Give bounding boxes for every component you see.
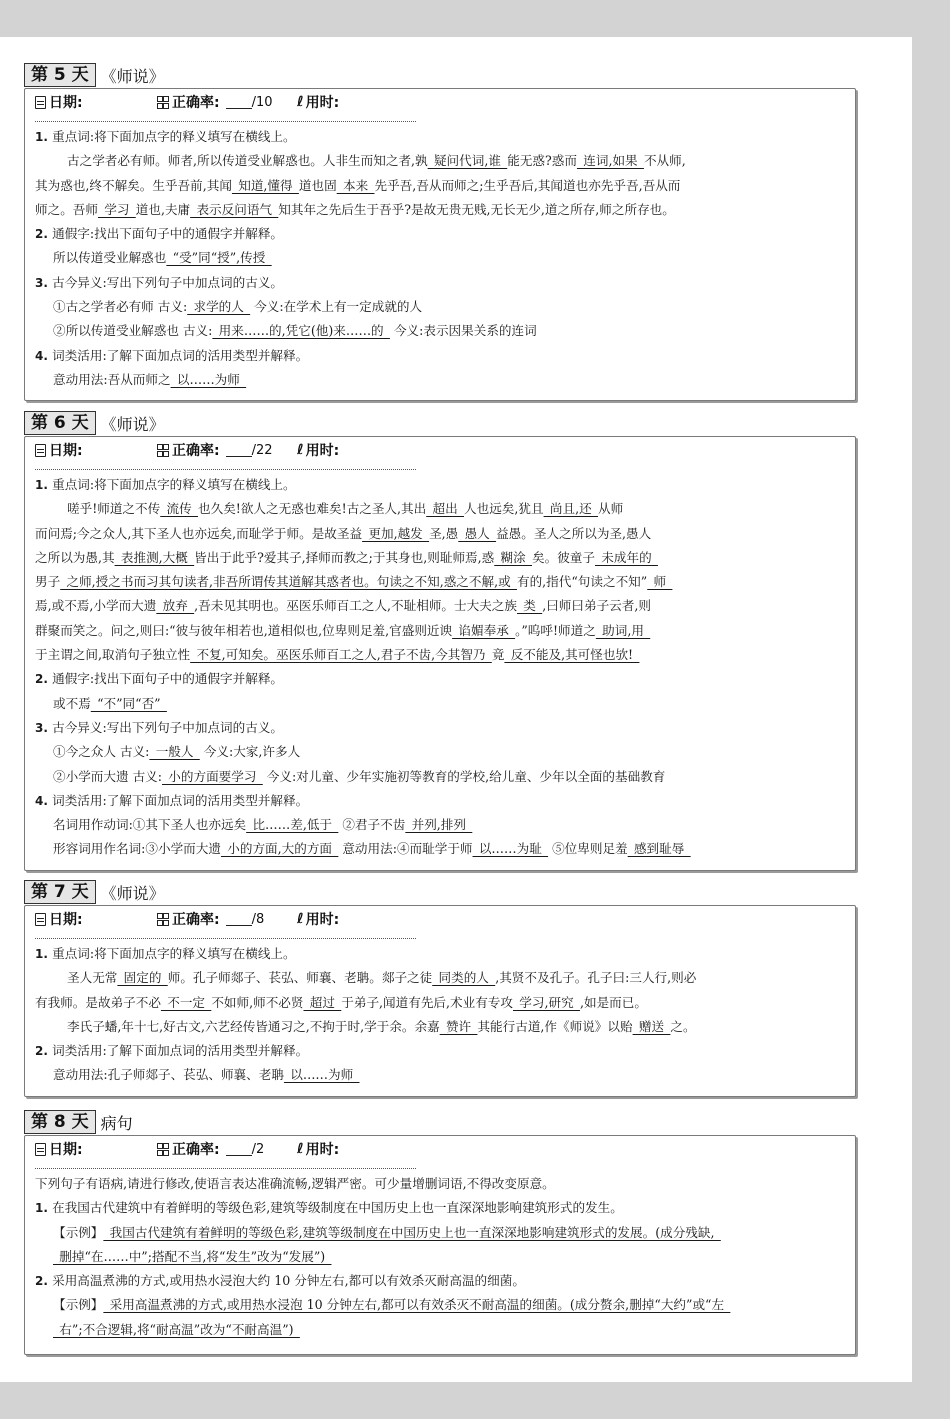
time-label: 用时: — [305, 912, 340, 928]
question-text: ②君子不齿 — [338, 817, 406, 833]
question-number: 1. — [35, 947, 53, 961]
answer-blank: 本来 — [336, 177, 375, 193]
answer-blank: 以……为师 — [283, 1067, 360, 1083]
answer-blank: 以……为耻 — [472, 841, 549, 857]
exercise-box — [24, 1135, 856, 1355]
text-line — [35, 522, 847, 546]
accuracy-total: /22 — [251, 442, 273, 458]
exercise-content — [35, 1172, 847, 1342]
question-text: 。”呜呼!师道之 — [515, 622, 596, 638]
text-line — [35, 149, 847, 173]
question-number: 3. — [35, 720, 53, 735]
question-text: 焉,或不焉,小学而大遗 — [35, 598, 157, 614]
exercise-content — [35, 473, 847, 862]
question-number: 2. — [35, 1274, 53, 1289]
question-text: 重点词:将下面加点字的释义填写在横线上。 — [52, 477, 296, 492]
text-line — [35, 667, 847, 691]
question-text: 道也,夫庸 — [135, 201, 191, 217]
answer-blank: 同类的人 — [432, 970, 496, 986]
question-text: 古今异义:写出下列句子中加点词的古义。 — [52, 719, 284, 735]
grid-icon — [157, 913, 168, 926]
text-line — [35, 1318, 847, 1342]
time-label: 用时: — [305, 95, 340, 111]
accuracy-total: /10 — [251, 94, 273, 110]
question-text: 李氏子蟠,年十七,好古文,六艺经传皆通习之,不拘于时,学于余。余嘉 — [67, 1018, 440, 1034]
question-number: 2. — [35, 1044, 53, 1059]
question-text: 先乎吾,吾从而师之;生乎吾后,其闻道也亦先乎吾,吾从而 — [374, 177, 681, 193]
text-line — [35, 344, 847, 368]
question-text: 师。孔子师郯子、苌弘、师襄、老聃。郯子之徒 — [167, 970, 433, 986]
text-line — [35, 1015, 847, 1039]
text-line — [35, 1063, 847, 1087]
answer-blank: 师 — [647, 574, 673, 590]
answer-blank: 并列,排列 — [405, 817, 473, 833]
text-line — [35, 222, 847, 246]
question-text: 嗟乎!师道之不传 — [67, 501, 161, 517]
answer-blank: 尚且,还 — [543, 501, 598, 517]
answer-blank: 疑问代词,谁 — [427, 153, 508, 169]
answer-blank: 不复,可知矣。巫医乐师百工之人,君子不齿,今其智乃 — [190, 647, 492, 663]
answer-blank: 我国古代建筑有着鲜明的等级色彩,建筑等级制度在中国历史上也一直深深地影响建筑形式的发展。(成分残缺, — [103, 1224, 721, 1240]
answer-blank: 右”;不合逻辑,将“耐高温”改为“不耐高温”) — [53, 1321, 300, 1337]
day-title: 病句 — [100, 1113, 133, 1133]
text-line — [35, 740, 847, 764]
accuracy-label: 正确率: — [172, 443, 220, 459]
question-number: 1. — [35, 130, 53, 144]
pen-icon: ℓ — [297, 442, 304, 458]
text-line — [35, 765, 847, 789]
question-text: ②所以传道受业解惑也 古义: — [53, 323, 213, 339]
day-header — [24, 411, 165, 435]
day-tag: 第 8 天 — [24, 1110, 96, 1134]
answer-blank: 感到耻辱 — [627, 841, 691, 857]
question-text: 今义:对儿童、少年实施初等教育的学校,给儿童、少年以全面的基础教育 — [262, 768, 666, 784]
question-text: 师之。吾师 — [35, 201, 98, 217]
question-text: 人也远矣,犹且 — [464, 501, 544, 517]
text-line — [35, 1221, 847, 1245]
time-label: 用时: — [305, 1142, 340, 1158]
question-text: 名词用作动词:①其下圣人也亦远矣 — [53, 817, 247, 833]
pen-icon: ℓ — [297, 1141, 304, 1157]
question-number: 3. — [35, 275, 53, 290]
question-text: ②小学而大遗 古义: — [53, 768, 162, 784]
day-header — [24, 1110, 133, 1134]
answer-blank: “不”同“否” — [90, 695, 167, 711]
question-text: 重点词:将下面加点字的释义填写在横线上。 — [52, 946, 296, 961]
answer-blank: 用来……的,凭它(他)来……的 — [212, 323, 390, 339]
dotted-divider — [35, 469, 416, 470]
question-text: 于弟子,闻道有先后,术业有专攻 — [341, 994, 513, 1010]
question-text: 古今异义:写出下列句子中加点词的古义。 — [52, 274, 284, 290]
date-label: 日期: — [49, 912, 83, 928]
question-text: 或不焉 — [53, 695, 91, 711]
question-text: 从师 — [597, 501, 624, 517]
answer-blank: 未成年的 — [594, 549, 658, 565]
accuracy-label: 正确率: — [172, 95, 220, 111]
question-text: 其为惑也,终不解矣。生乎吾前,其闻 — [35, 177, 232, 193]
question-text: 今义:大家,许多人 — [199, 744, 301, 760]
answer-blank: 学习,研究 — [513, 994, 580, 1010]
text-line — [35, 368, 847, 392]
grid-icon — [157, 96, 168, 109]
text-line — [35, 1293, 847, 1317]
answer-blank: 超过 — [303, 994, 342, 1010]
accuracy-blank — [226, 96, 252, 109]
question-text: 采用高温煮沸的方式,或用热水浸泡大约 10 分钟左右,都可以有效杀灭耐高温的细菌。 — [52, 1273, 525, 1289]
record-bar — [25, 906, 855, 928]
answer-blank: 愚人 — [458, 525, 497, 541]
question-text: 词类活用:了解下面加点词的活用类型并解释。 — [52, 792, 309, 808]
accuracy-total: /8 — [251, 911, 265, 927]
question-text: 而问焉;今之众人,其下圣人也亦远矣,而耻学于师。是故圣益 — [35, 525, 363, 541]
answer-blank: 放弃 — [156, 598, 195, 614]
document-icon — [35, 96, 46, 109]
question-text: 重点词:将下面加点字的释义填写在横线上。 — [52, 129, 296, 144]
dotted-divider — [35, 121, 416, 122]
pen-icon: ℓ — [297, 94, 304, 110]
question-text: 所以传道受业解惑也 — [53, 250, 167, 266]
pen-icon: ℓ — [297, 911, 304, 927]
question-text: 群聚而笑之。问之,则曰:“彼与彼年相若也,道相似也,位卑则足羞,官盛则近谀 — [35, 622, 453, 638]
question-text: 不从师, — [643, 153, 686, 169]
text-line — [35, 473, 847, 497]
exercise-box — [24, 436, 856, 871]
question-text: 今义:在学术上有一定成就的人 — [250, 299, 423, 315]
accuracy-blank — [226, 913, 252, 926]
exercise-box — [24, 905, 856, 1097]
date-label: 日期: — [49, 95, 83, 111]
question-number: 1. — [35, 1201, 53, 1216]
question-text: 能无惑?惑而 — [507, 153, 577, 169]
text-line — [35, 271, 847, 295]
answer-blank: 删掉“在……中”;搭配不当,将“发生”改为“发展”) — [53, 1248, 332, 1264]
answer-blank: 求学的人 — [187, 299, 251, 315]
text-line — [35, 813, 847, 837]
question-text: 意动用法:吾从而师之 — [53, 371, 171, 387]
question-number: 2. — [35, 672, 53, 687]
record-bar — [25, 437, 855, 459]
question-text: 古之学者必有师。师者,所以传道受业解惑也。人非生而知之者,孰 — [67, 153, 428, 169]
answer-blank: 谄媚奉承 — [452, 622, 516, 638]
answer-blank: 学习 — [97, 201, 136, 217]
question-text: 矣。彼童子 — [532, 549, 595, 565]
question-text: ,吾未见其明也。巫医乐师百工之人,不耻相师。士大夫之族 — [194, 598, 517, 614]
answer-blank: 表推测,大概 — [114, 549, 195, 565]
question-text: 【示例】 — [53, 1224, 104, 1240]
answer-blank: 以……为师 — [170, 371, 247, 387]
answer-blank: 小的方面要学习 — [162, 768, 263, 784]
text-line — [35, 546, 847, 570]
worksheet-page — [0, 37, 912, 1382]
text-line — [35, 966, 847, 990]
answer-blank: “受”同“授”,传授 — [166, 250, 272, 266]
question-number: 4. — [35, 348, 53, 363]
question-text: 知其年之先后生于吾乎?是故无贵无贱,无长无少,道之所存,师之所存也。 — [278, 201, 675, 217]
question-text: 道也固 — [298, 177, 337, 193]
question-text: 【示例】 — [53, 1297, 104, 1313]
question-text: 之。 — [670, 1018, 696, 1034]
question-text: 词类活用:了解下面加点词的活用类型并解释。 — [52, 1043, 309, 1059]
day-tag: 第 6 天 — [24, 411, 96, 435]
answer-blank: 连词,如果 — [576, 153, 644, 169]
document-icon — [35, 913, 46, 926]
answer-blank: 反不能及,其可怪也欤! — [504, 647, 640, 663]
date-label: 日期: — [49, 443, 83, 459]
document-icon — [35, 1143, 46, 1156]
answer-blank: 助词,用 — [595, 622, 651, 638]
question-text: 有的,指代“句读之不知” — [516, 574, 648, 590]
question-text: 通假字:找出下面句子中的通假字并解释。 — [52, 226, 284, 242]
text-line — [35, 594, 847, 618]
grid-icon — [157, 444, 168, 457]
text-line — [35, 319, 847, 343]
accuracy-total: /2 — [251, 1141, 265, 1157]
day-title: 《师说》 — [100, 883, 165, 903]
answer-blank: 采用高温煮沸的方式,或用热水浸泡 10 分钟左右,都可以有效杀灭不耐高温的细菌。(成分赘余,删掉“大约”或“左 — [103, 1297, 731, 1313]
text-line — [35, 716, 847, 740]
question-text: 下列句子有语病,请进行修改,使语言表达准确流畅,逻辑严密。可少量增删词语,不得改变原意。 — [35, 1176, 555, 1191]
question-text: 益愚。圣人之所以为圣,愚人 — [496, 525, 652, 541]
exercise-box — [24, 88, 856, 401]
record-bar — [25, 1136, 855, 1158]
question-text: 于主谓之间,取消句子独立性 — [35, 647, 191, 663]
question-text: ,其贤不及孔子。孔子曰:三人行,则必 — [495, 970, 697, 986]
question-text: 有我师。是故弟子不必 — [35, 994, 161, 1010]
text-line — [35, 1269, 847, 1293]
text-line — [35, 174, 847, 198]
text-line — [35, 643, 847, 667]
text-line — [35, 619, 847, 643]
record-bar — [25, 89, 855, 111]
question-text: 竟 — [491, 647, 505, 663]
day-title: 《师说》 — [100, 66, 165, 86]
day-tag: 第 7 天 — [24, 880, 96, 904]
question-text: 意动用法:孔子师郯子、苌弘、师襄、老聃 — [53, 1067, 284, 1083]
question-text: 今义:表示因果关系的连词 — [389, 323, 537, 339]
question-text: 形容词用作名词:③小学而大遗 — [53, 841, 221, 857]
question-text: 也久矣!欲人之无惑也难矣!古之圣人,其出 — [198, 501, 427, 517]
answer-blank: 超出 — [426, 501, 464, 517]
accuracy-label: 正确率: — [172, 912, 220, 928]
question-text: 圣人无常 — [67, 970, 118, 986]
day-header — [24, 63, 165, 87]
answer-blank: 固定的 — [117, 970, 168, 986]
answer-blank: 一般人 — [149, 744, 200, 760]
question-text: 意动用法:④而耻学于师 — [338, 841, 473, 857]
day-header — [24, 880, 165, 904]
question-text: ,如是而已。 — [579, 994, 647, 1010]
accuracy-label: 正确率: — [172, 1142, 220, 1158]
accuracy-blank — [226, 1143, 252, 1156]
answer-blank: 赠送 — [632, 1018, 671, 1034]
accuracy-blank — [226, 444, 252, 457]
dotted-divider — [35, 938, 416, 939]
answer-blank: 小的方面,大的方面 — [220, 841, 339, 857]
text-line — [35, 837, 847, 861]
text-line — [35, 1039, 847, 1063]
day-tag: 第 5 天 — [24, 63, 96, 87]
question-text: ,曰师曰弟子云者,则 — [542, 598, 651, 614]
question-text: 不如师,师不必贤 — [211, 994, 304, 1010]
question-text: 通假字:找出下面句子中的通假字并解释。 — [52, 671, 284, 687]
question-text: 词类活用:了解下面加点词的活用类型并解释。 — [52, 347, 309, 363]
answer-blank: 之师,授之书而习其句读者,非吾所谓传其道解其惑者也。句读之不知,惑之不解,或 — [60, 574, 517, 590]
question-text: 圣,愚 — [429, 525, 459, 541]
text-line — [35, 1245, 847, 1269]
answer-blank: 赞许 — [439, 1018, 478, 1034]
answer-blank: 类 — [517, 598, 543, 614]
question-text: 之所以为愚,其 — [35, 549, 115, 565]
answer-blank: 表示反问语气 — [190, 201, 279, 217]
text-line — [35, 198, 847, 222]
text-line — [35, 246, 847, 270]
time-label: 用时: — [305, 443, 340, 459]
exercise-content — [35, 125, 847, 392]
answer-blank: 知道,懂得 — [231, 177, 299, 193]
question-number: 1. — [35, 478, 53, 492]
day-title: 《师说》 — [100, 414, 165, 434]
exercise-content — [35, 942, 847, 1088]
answer-blank: 比……差,低于 — [246, 817, 339, 833]
text-line — [35, 570, 847, 594]
document-icon — [35, 444, 46, 457]
text-line — [35, 991, 847, 1015]
answer-blank: 流传 — [160, 501, 198, 517]
question-text: ①古之学者必有师 古义: — [53, 299, 188, 315]
date-label: 日期: — [49, 1142, 83, 1158]
text-line — [35, 497, 847, 521]
text-line — [35, 942, 847, 966]
question-number: 4. — [35, 793, 53, 808]
question-text: 皆出于此乎?爱其子,择师而教之;于其身也,则耻师焉,惑 — [194, 549, 495, 565]
text-line — [35, 789, 847, 813]
question-text: 男子 — [35, 574, 61, 590]
question-text: ①今之众人 古义: — [53, 744, 150, 760]
answer-blank: 不一定 — [160, 994, 212, 1010]
text-line — [35, 692, 847, 716]
text-line — [35, 125, 847, 149]
question-text: 其能行古道,作《师说》以贻 — [477, 1018, 633, 1034]
dotted-divider — [35, 1168, 416, 1169]
text-line — [35, 1196, 847, 1220]
grid-icon — [157, 1143, 168, 1156]
question-text: 在我国古代建筑中有着鲜明的等级色彩,建筑等级制度在中国历史上也一直深深地影响建筑形式的发生。 — [52, 1200, 623, 1216]
question-text: ⑤位卑则足羞 — [548, 841, 628, 857]
question-number: 2. — [35, 227, 53, 242]
text-line — [35, 1172, 847, 1196]
text-line — [35, 295, 847, 319]
answer-blank: 更加,越发 — [362, 525, 430, 541]
answer-blank: 糊涂 — [494, 549, 533, 565]
